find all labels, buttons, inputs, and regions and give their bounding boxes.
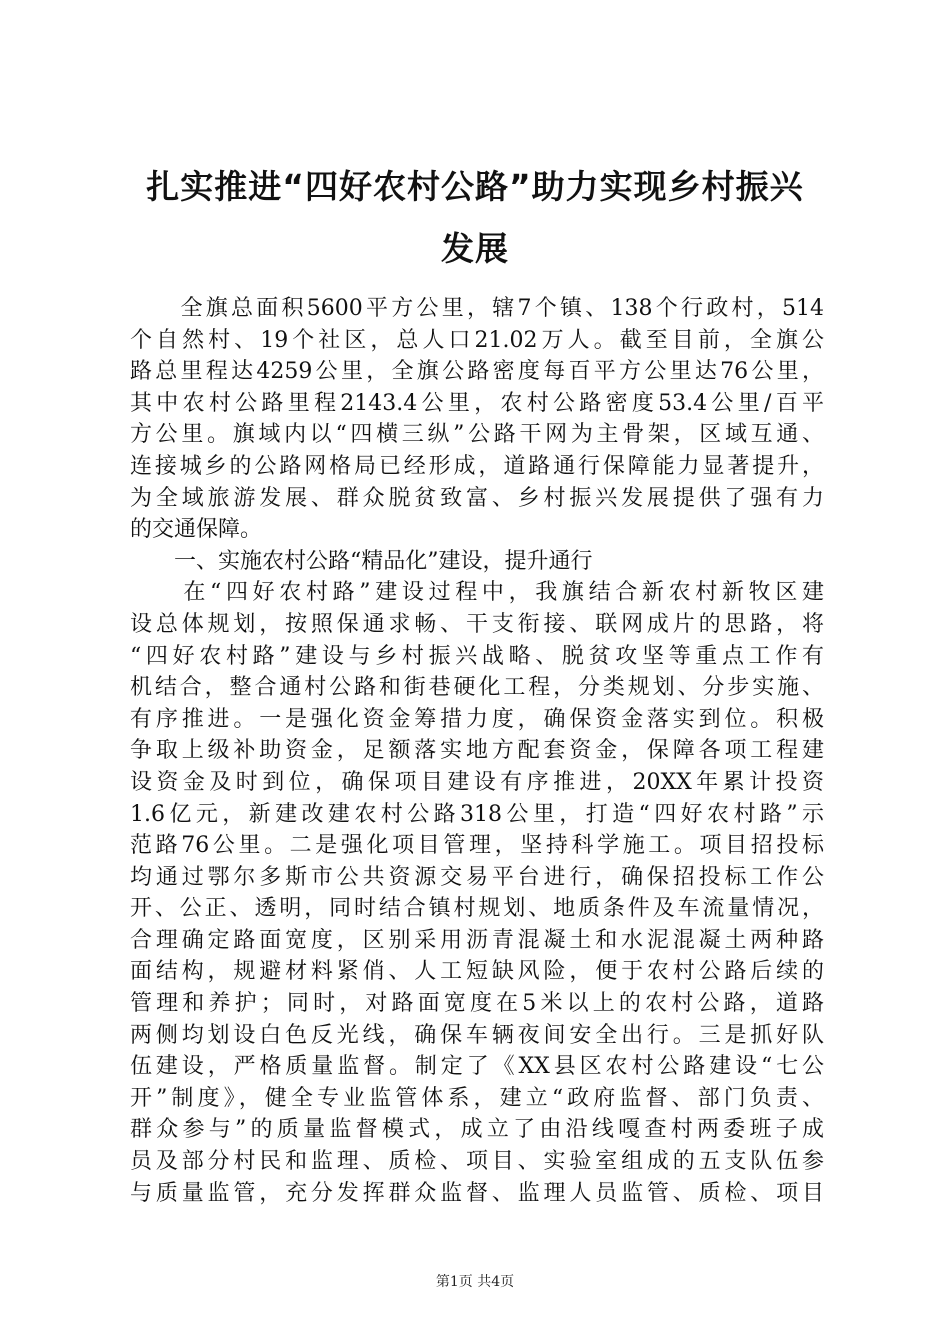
body-line: 范路76公里。二是强化项目管理，坚持科学施工。项目招投标 xyxy=(130,833,824,859)
body-line: 为全域旅游发展、群众脱贫致富、乡村振兴发展提供了强有力 xyxy=(130,485,824,511)
document-title xyxy=(100,156,850,280)
body-line: 全旗总面积5600平方公里，辖7个镇、138个行政村，514 xyxy=(130,296,824,321)
body-line: 合理确定路面宽度，区别采用沥青混凝土和水泥混凝土两种路 xyxy=(130,927,824,953)
document-body xyxy=(130,293,824,1209)
body-line: 一、实施农村公路“精品化”建设，提升通行 xyxy=(130,548,593,574)
title-line-2: 发展 xyxy=(441,229,509,268)
body-line: 开、公正、透明，同时结合镇村规划、地质条件及车流量情况， xyxy=(130,896,824,922)
body-line: “四好农村路”建设与乡村振兴战略、脱贫攻坚等重点工作有 xyxy=(130,643,824,669)
body-line: 面结构，规避材料紧俏、人工短缺风险，便于农村公路后续的 xyxy=(130,959,824,985)
body-line: 均通过鄂尔多斯市公共资源交易平台进行，确保招投标工作公 xyxy=(130,864,824,890)
body-line: 连接城乡的公路网格局已经形成，道路通行保障能力显著提升， xyxy=(130,453,824,479)
body-line: 其中农村公路里程2143.4公里，农村公路密度53.4公里/百平 xyxy=(130,390,824,416)
body-line: 伍建设，严格质量监督。制定了《XX县区农村公路建设“七公 xyxy=(130,1054,824,1080)
body-line: 两侧均划设白色反光线，确保车辆夜间安全出行。三是抓好队 xyxy=(130,1022,824,1048)
body-line: 开”制度》，健全专业监管体系，建立“政府监督、部门负责、 xyxy=(130,1085,824,1111)
body-line: 在“四好农村路”建设过程中，我旗结合新农村新牧区建 xyxy=(130,580,824,606)
body-line: 员及部分村民和监理、质检、项目、实验室组成的五支队伍参 xyxy=(130,1149,824,1175)
body-line: 管理和养护；同时，对路面宽度在5米以上的农村公路，道路 xyxy=(130,991,824,1017)
body-line: 设资金及时到位，确保项目建设有序推进，20XX年累计投资 xyxy=(130,769,824,795)
body-line: 争取上级补助资金，足额落实地方配套资金，保障各项工程建 xyxy=(130,738,824,764)
body-line: 与质量监管，充分发挥群众监督、监理人员监管、质检、项目 xyxy=(130,1180,824,1206)
body-line: 1.6亿元，新建改建农村公路318公里，打造“四好农村路”示 xyxy=(130,801,824,827)
body-line: 有序推进。一是强化资金筹措力度，确保资金落实到位。积极 xyxy=(130,706,824,732)
page-footer: 第1页 共4页 xyxy=(435,1274,515,1290)
body-line: 个自然村、19个社区，总人口21.02万人。截至目前，全旗公 xyxy=(130,327,824,353)
body-line: 设总体规划，按照保通求畅、干支衔接、联网成片的思路，将 xyxy=(130,611,824,637)
body-line: 路总里程达4259公里，全旗公路密度每百平方公里达76公里， xyxy=(130,359,824,385)
body-line: 的交通保障。 xyxy=(130,517,263,543)
body-line: 方公里。旗域内以“四横三纵”公路干网为主骨架，区域互通、 xyxy=(130,422,824,448)
title-line-1: 扎实推进“四好农村公路”助力实现乡村振兴 xyxy=(146,167,804,206)
body-line: 机结合，整合通村公路和街巷硬化工程，分类规划、分步实施、 xyxy=(130,675,824,701)
body-line: 群众参与”的质量监督模式，成立了由沿线嘎查村两委班子成 xyxy=(130,1117,824,1143)
